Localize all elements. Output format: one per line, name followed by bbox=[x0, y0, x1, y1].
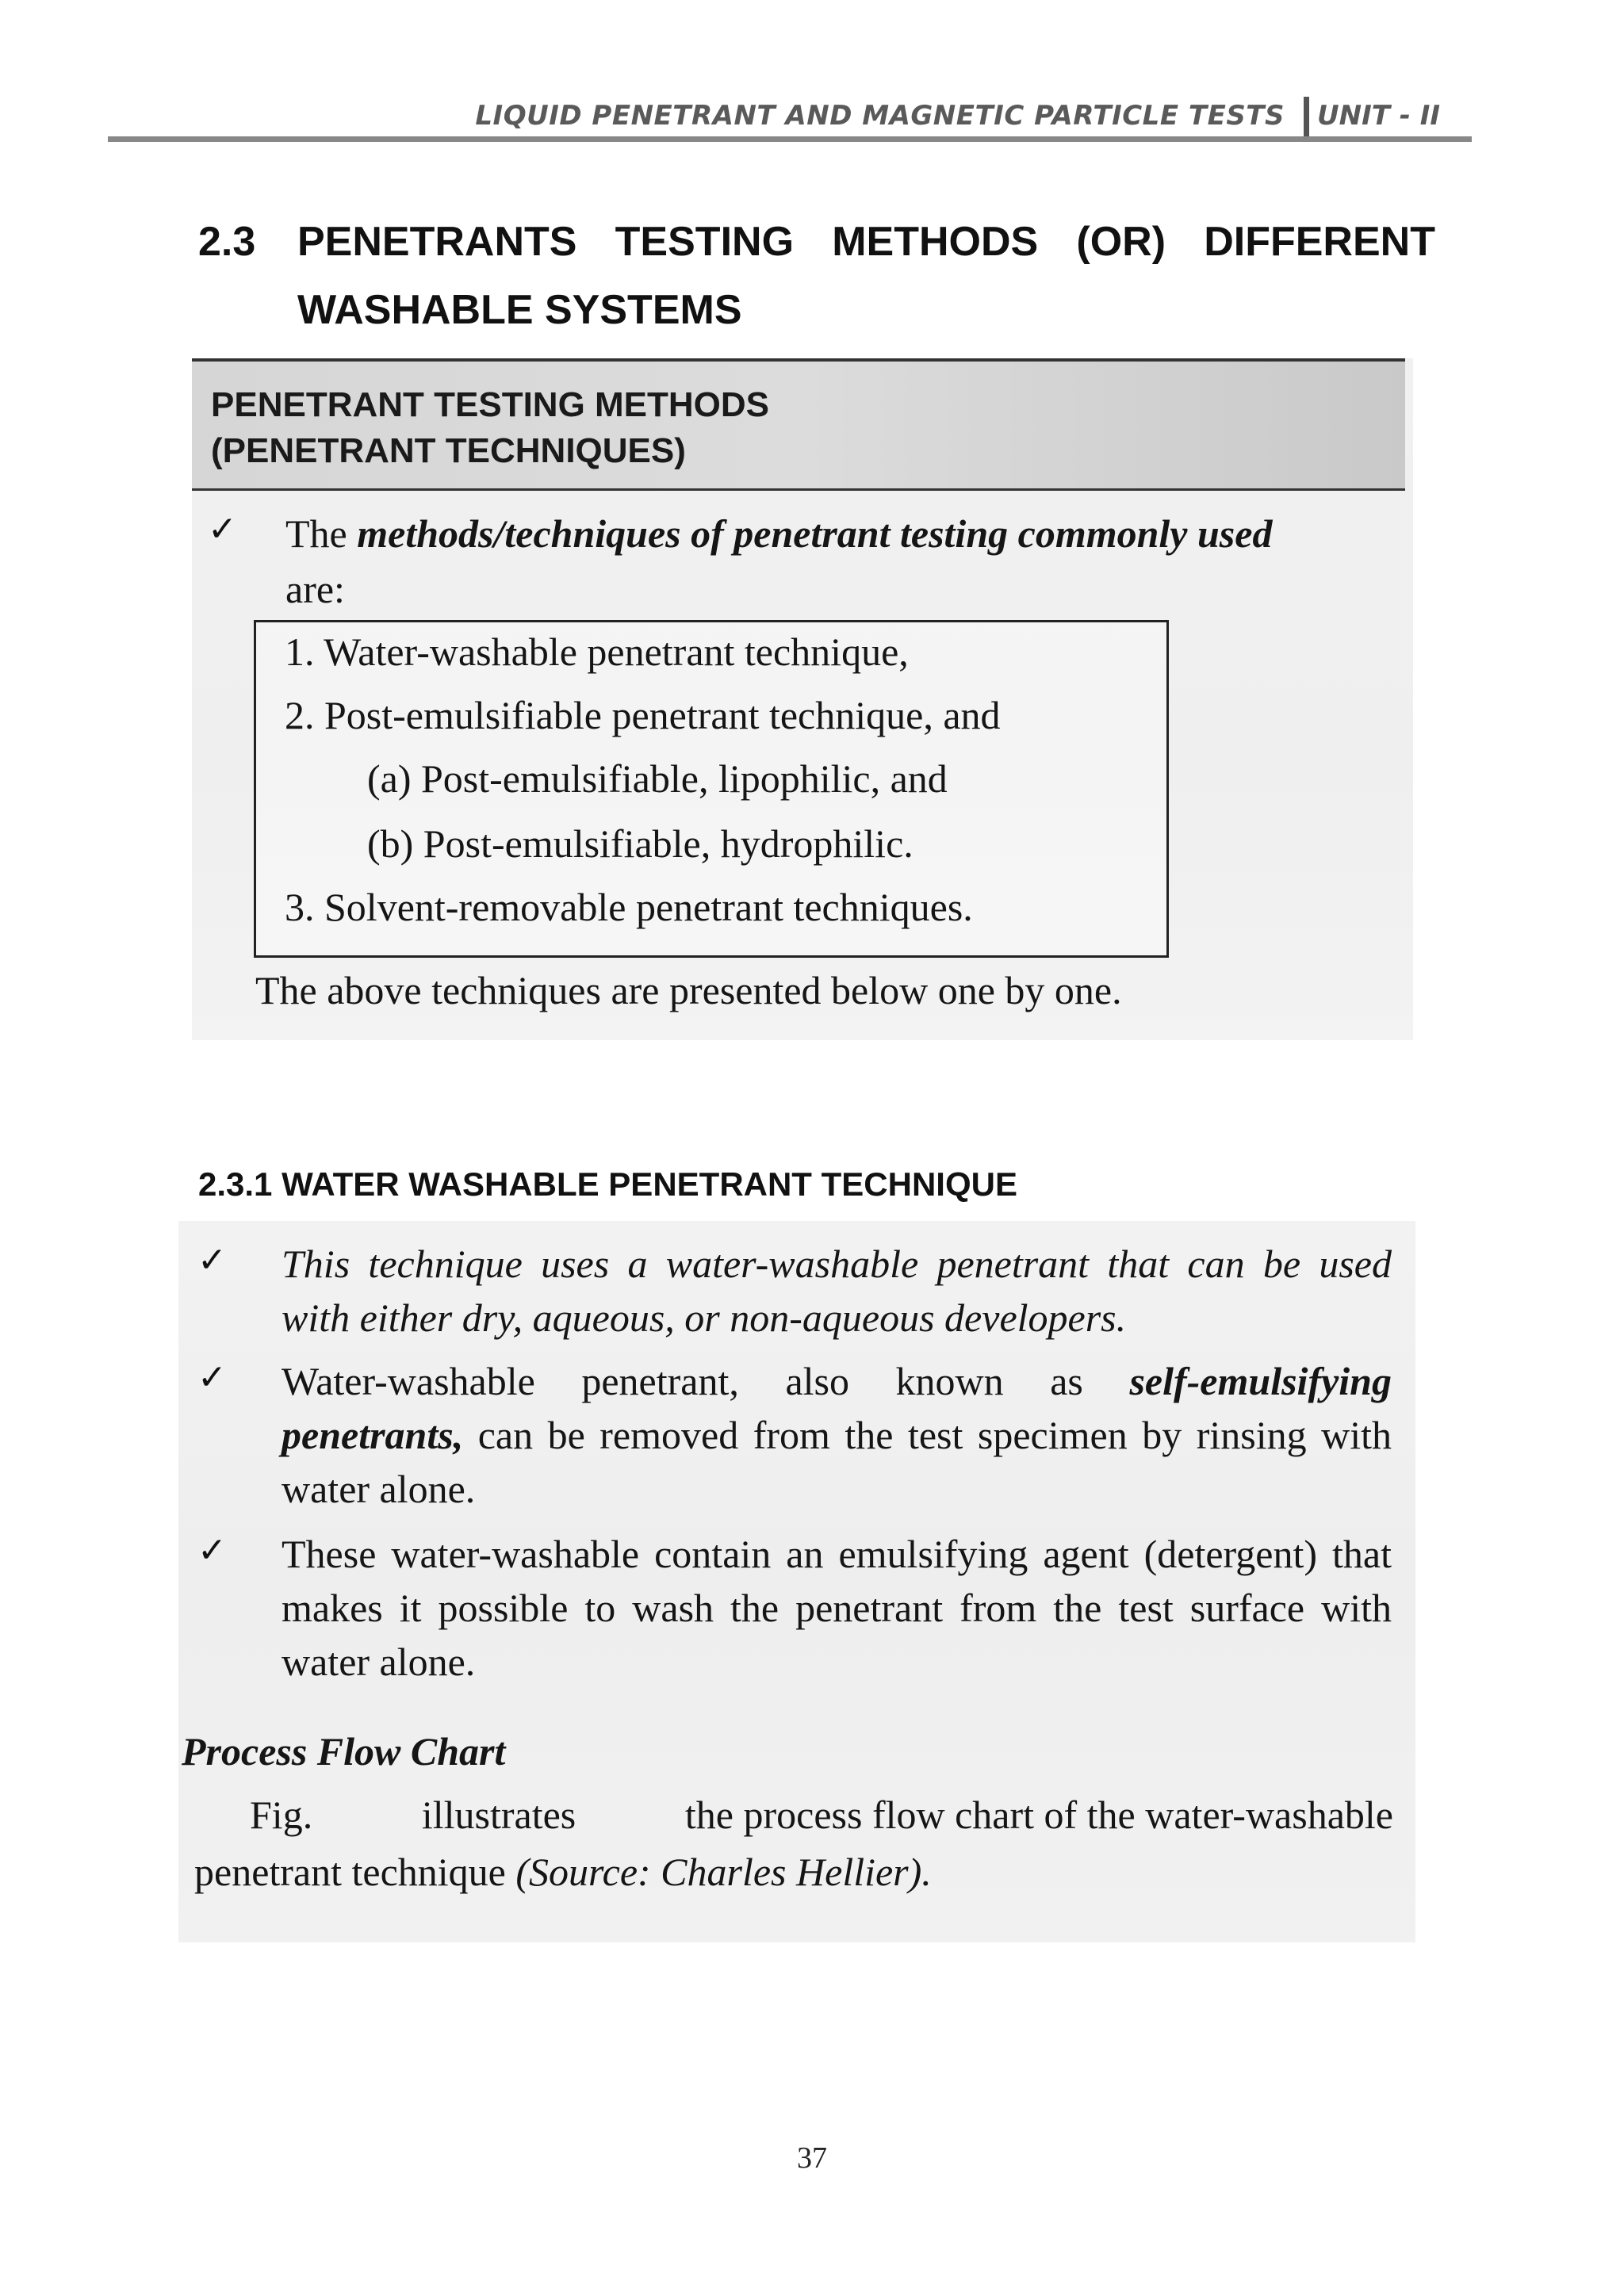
checkmark-icon: ✓ bbox=[197, 1357, 227, 1398]
intro-emphasis: methods/techniques of penetrant testing commonly used bbox=[357, 511, 1273, 556]
list-item: (a) Post-emulsifiable, lipophilic, and bbox=[367, 756, 948, 801]
paragraph-1: This technique uses a water-washable penetrant that can be used with either dry, aqueous, or non-aqueous developers. bbox=[282, 1242, 1392, 1340]
running-header-unit: UNIT - II bbox=[1317, 100, 1440, 132]
section-title-line2: WASHABLE SYSTEMS bbox=[297, 287, 742, 333]
paragraph-2-emphasis: self-emulsifying penetrants, bbox=[282, 1359, 1392, 1457]
excerpt-header-band bbox=[192, 358, 1405, 491]
excerpt-header bbox=[211, 382, 769, 474]
intro-end: are: bbox=[285, 567, 345, 611]
header-rule bbox=[108, 136, 1472, 142]
running-header-separator bbox=[1304, 97, 1309, 136]
subsection-heading: 2.3.1 WATER WASHABLE PENETRANT TECHNIQUE bbox=[198, 1165, 1017, 1203]
list-item: (b) Post-emulsifiable, hydrophilic. bbox=[367, 821, 914, 866]
section-title-word: METHODS bbox=[832, 219, 1039, 265]
techniques-list-box bbox=[254, 620, 1169, 958]
checkmark-icon: ✓ bbox=[208, 509, 237, 549]
paragraph-2-end: can be removed from the test specimen by rinsing with water alone. bbox=[282, 1413, 1392, 1511]
section-title-word: DIFFERENT bbox=[1204, 219, 1435, 265]
figure-word: Fig. bbox=[250, 1793, 313, 1837]
running-header bbox=[108, 94, 1472, 141]
figure-word: illustrates bbox=[421, 1793, 576, 1837]
figure-reference-line1 bbox=[250, 1792, 1393, 1838]
excerpt-header-line1: PENETRANT TESTING METHODS bbox=[211, 385, 770, 424]
process-flow-heading: Process Flow Chart bbox=[182, 1729, 506, 1774]
section-title-word: PENETRANTS bbox=[297, 219, 577, 265]
list-item: 1. Water-washable penetrant technique, bbox=[285, 629, 909, 674]
paragraph-2 bbox=[282, 1354, 1392, 1516]
checkmark-icon: ✓ bbox=[197, 1530, 227, 1571]
page-number: 37 bbox=[797, 2141, 827, 2175]
checkmark-icon: ✓ bbox=[197, 1240, 227, 1280]
outro-text: The above techniques are presented below one by one. bbox=[255, 968, 1122, 1012]
intro-text bbox=[285, 506, 1396, 617]
section-title-line1 bbox=[297, 208, 1435, 276]
paragraph-2-start: Water-washable penetrant, also known as bbox=[282, 1359, 1130, 1403]
figure-word: the process flow chart of the water-washable bbox=[684, 1793, 1393, 1837]
scanned-excerpt-methods bbox=[192, 358, 1413, 1040]
intro-plain: The bbox=[285, 511, 358, 556]
section-title-word: (OR) bbox=[1076, 219, 1166, 265]
section-number: 2.3 bbox=[198, 219, 256, 265]
figure-reference-line2 bbox=[194, 1849, 932, 1895]
paragraph-3: These water-washable contain an emulsifying agent (detergent) that makes it possible to wash the penetrant from the test surface with water alone. bbox=[282, 1532, 1392, 1684]
excerpt-header-line2: (PENETRANT TECHNIQUES) bbox=[211, 431, 686, 470]
figure-source: (Source: Charles Hellier). bbox=[515, 1850, 932, 1894]
figure-line2-text: penetrant technique bbox=[194, 1850, 516, 1894]
running-header-title: LIQUID PENETRANT AND MAGNETIC PARTICLE TESTS bbox=[475, 100, 1285, 132]
scanned-excerpt-water-washable bbox=[178, 1221, 1415, 1942]
list-item: 3. Solvent-removable penetrant techniques. bbox=[285, 885, 973, 929]
section-title-word: TESTING bbox=[615, 219, 795, 265]
list-item: 2. Post-emulsifiable penetrant technique, and bbox=[285, 693, 1001, 737]
